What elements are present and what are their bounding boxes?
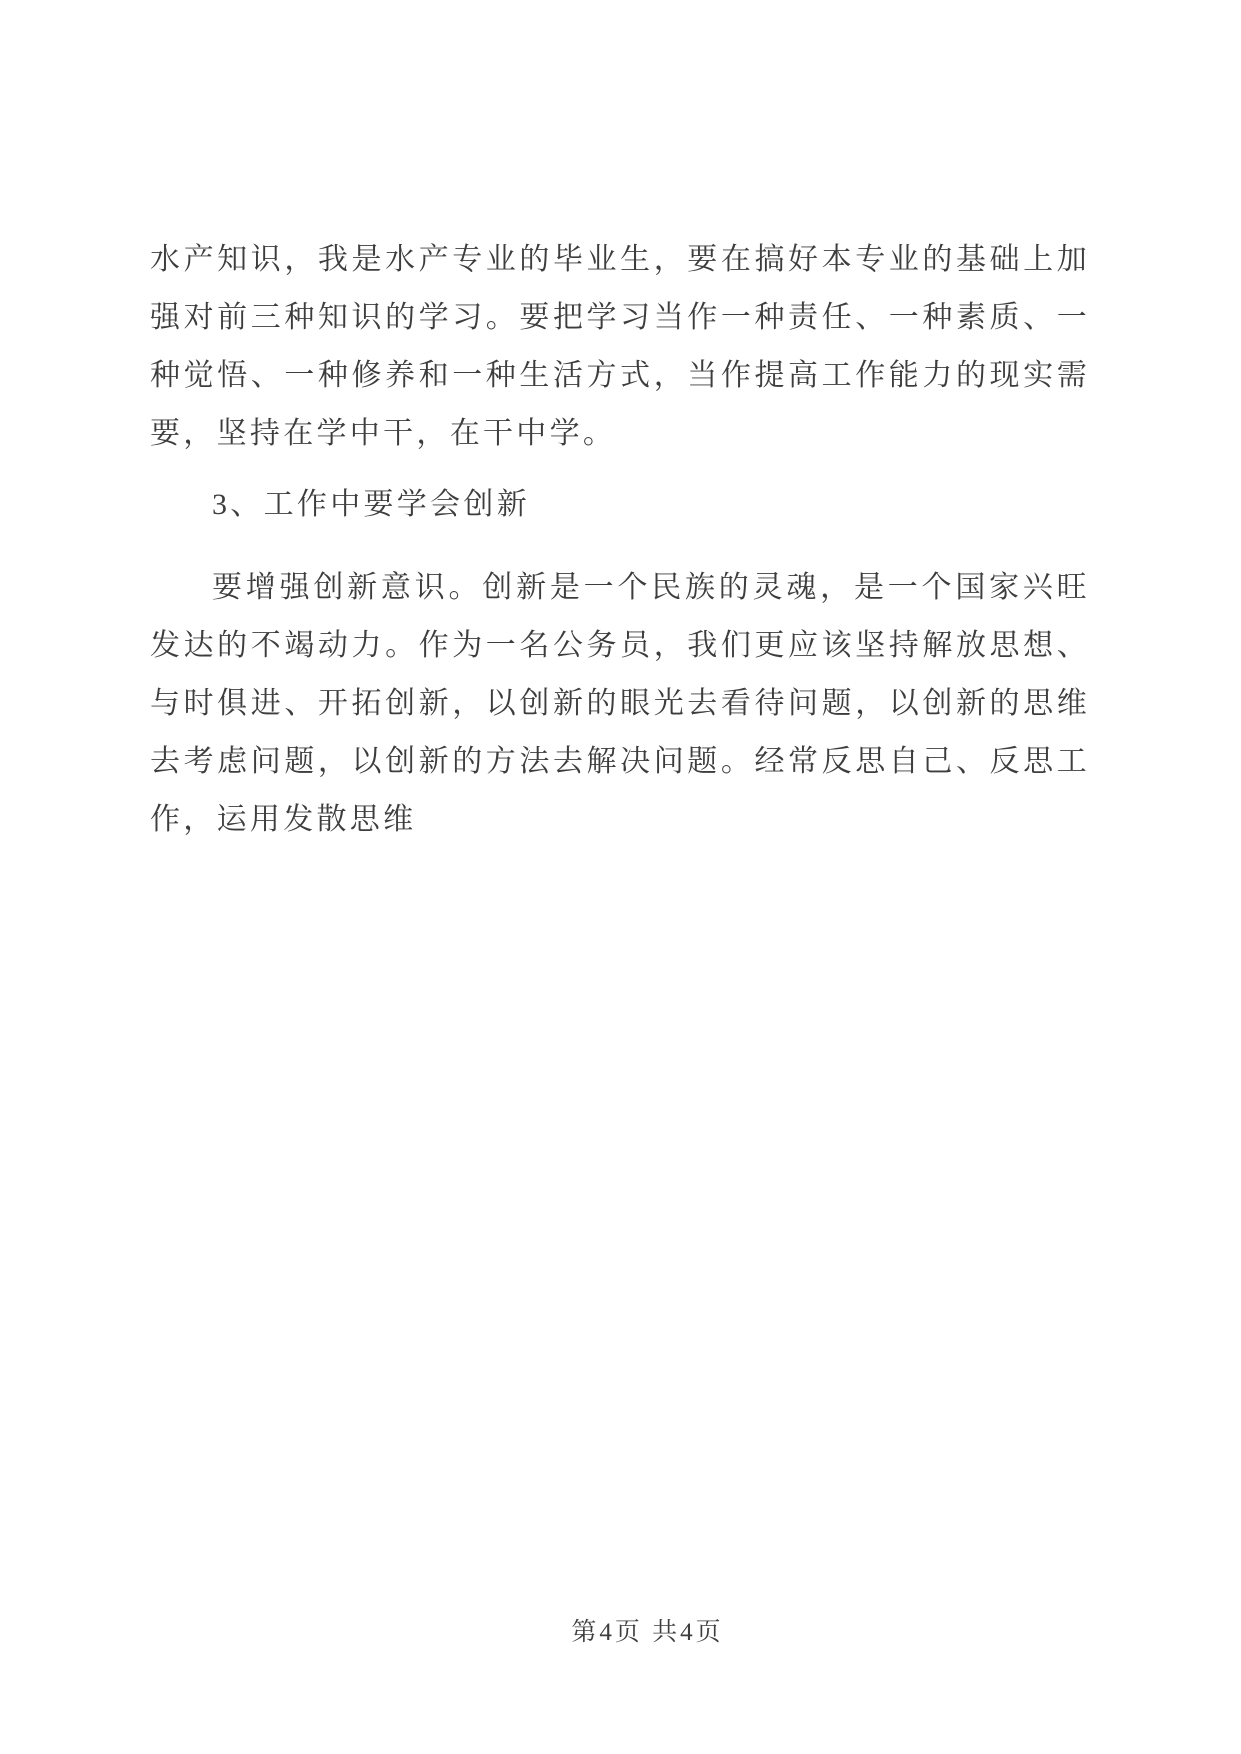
text-line: 去考虑问题，以创新的方法去解决问题。经常反思自己、反思工 <box>150 745 1090 778</box>
text-line: 要，坚持在学中干，在干中学。 <box>150 417 617 450</box>
paragraph <box>150 231 1090 463</box>
text-line: 作，运用发散思维 <box>150 803 417 836</box>
text-line: 发达的不竭动力。作为一名公务员，我们更应该坚持解放思想、 <box>150 629 1090 662</box>
text-line: 3、工作中要学会创新 <box>212 488 530 521</box>
text-line: 种觉悟、一种修养和一种生活方式，当作提高工作能力的现实需 <box>150 359 1090 392</box>
text-line: 要增强创新意识。创新是一个民族的灵魂，是一个国家兴旺 <box>212 571 1090 604</box>
section-heading <box>150 476 1090 534</box>
text-line: 强对前三种知识的学习。要把学习当作一种责任、一种素质、一 <box>150 301 1090 334</box>
document-body <box>150 231 1090 849</box>
page-number-indicator: 第4页 共4页 <box>571 1619 724 1646</box>
paragraph <box>150 559 1090 849</box>
text-line: 与时俱进、开拓创新，以创新的眼光去看待问题，以创新的思维 <box>150 687 1090 720</box>
text-line: 水产知识，我是水产专业的毕业生，要在搞好本专业的基础上加 <box>150 243 1090 276</box>
page-footer <box>27 1618 1241 1648</box>
